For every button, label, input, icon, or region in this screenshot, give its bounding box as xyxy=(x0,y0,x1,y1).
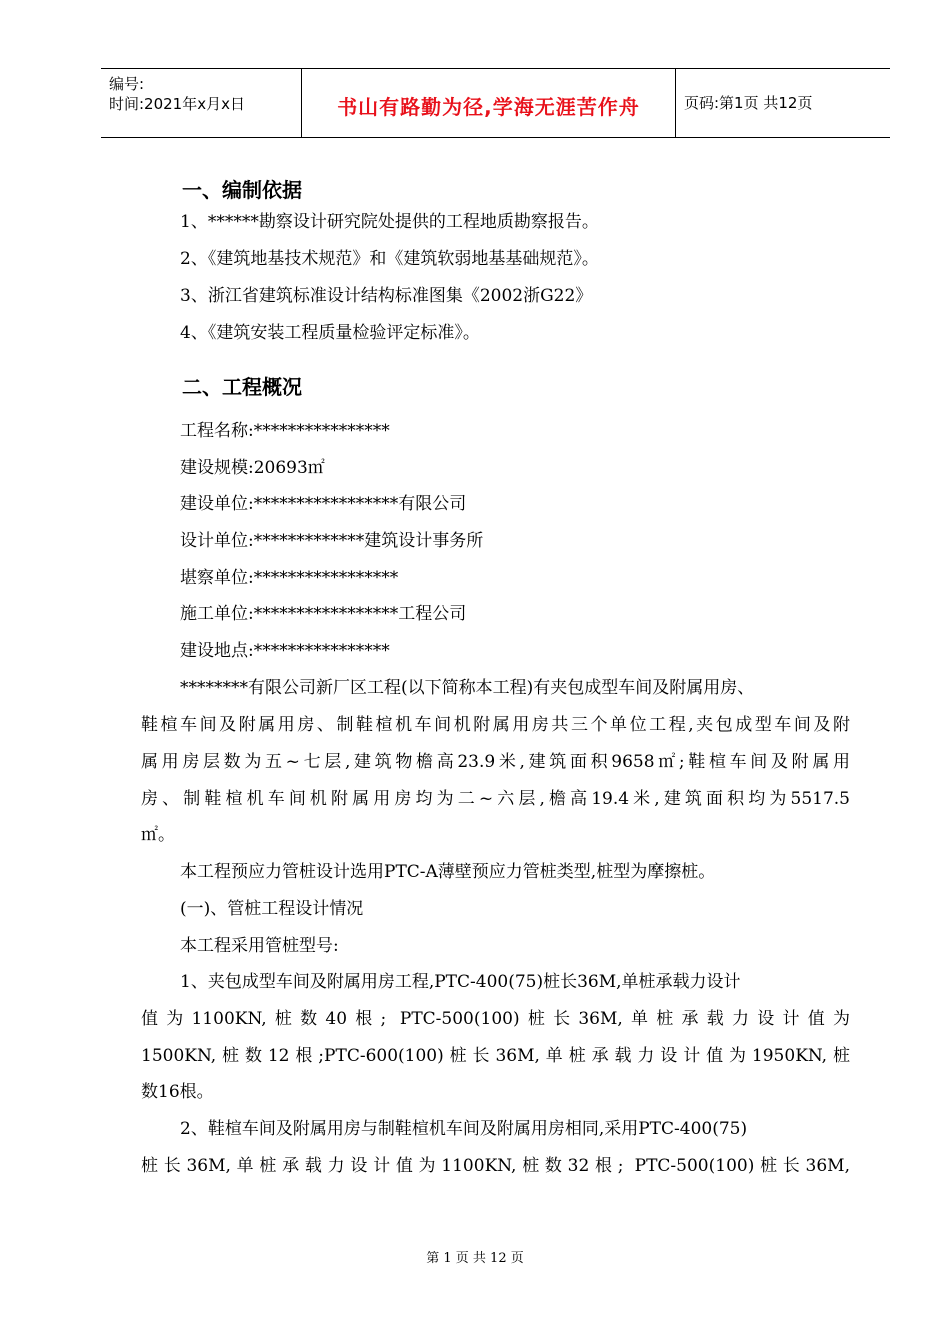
basis-item: 1、******勘察设计研究院处提供的工程地质勘察报告。 xyxy=(180,212,599,232)
project-field: 工程名称:**************** xyxy=(180,421,390,441)
page-footer: 第 1 页 共 12 页 xyxy=(426,1251,524,1266)
pile-item-line: 数16根。 xyxy=(141,1082,214,1102)
overview-line: ********有限公司新厂区工程(以下简称本工程)有夹包成型车间及附属用房、 xyxy=(180,678,755,698)
project-field: 施工单位:*****************工程公司 xyxy=(180,604,467,624)
page-header xyxy=(101,68,890,138)
basis-item: 4、《建筑安装工程质量检验评定标准》。 xyxy=(180,323,480,343)
project-field: 设计单位:*************建筑设计事务所 xyxy=(180,531,484,551)
project-field: 堪察单位:***************** xyxy=(180,568,399,588)
pile-item-line: 1、夹包成型车间及附属用房工程,PTC-400(75)桩长36M,单桩承载力设计 xyxy=(180,972,741,992)
overview-line: 房、制鞋楦机车间机附属用房均为二~六层,檐高19.4米,建筑面积均为5517.5 xyxy=(141,789,850,809)
time-label: 时间:2021年x月x日 xyxy=(109,95,245,113)
section2-title: 二、工程概况 xyxy=(182,375,302,399)
pile-type-paragraph: 本工程预应力管桩设计选用PTC-A薄壁预应力管桩类型,桩型为摩擦桩。 xyxy=(180,862,716,882)
header-right-cell xyxy=(676,69,890,137)
pile-item-line: 桩长36M,单桩承载力设计值为1100KN,桩数32根; PTC-500(100)桩长36M, xyxy=(141,1156,850,1176)
overview-line: 鞋楦车间及附属用房、制鞋楦机车间机附属用房共三个单位工程,夹包成型车间及附 xyxy=(141,715,850,735)
basis-item: 3、浙江省建筑标准设计结构标准图集《2002浙G22》 xyxy=(180,286,593,306)
project-field: 建设单位:*****************有限公司 xyxy=(180,494,467,514)
header-left-cell xyxy=(101,69,302,137)
pile-item-line: 1500KN,桩数12根;PTC-600(100)桩长36M,单桩承载力设计值为1950KN,桩 xyxy=(141,1046,850,1066)
basis-item: 2、《建筑地基技术规范》和《建筑软弱地基基础规范》。 xyxy=(180,249,599,269)
code-label: 编号: xyxy=(109,75,145,93)
section1-title: 一、编制依据 xyxy=(182,178,302,202)
pile-model-intro: 本工程采用管桩型号: xyxy=(180,936,339,956)
page-code: 页码:第1页 共12页 xyxy=(684,94,813,112)
overview-line: ㎡。 xyxy=(141,825,175,845)
overview-line: 属用房层数为五~七层,建筑物檐高23.9米,建筑面积9658㎡;鞋楦车间及附属用 xyxy=(141,752,850,772)
header-motto-cell xyxy=(302,69,676,137)
project-field: 建设地点:**************** xyxy=(180,641,390,661)
pile-item-line: 值为1100KN,桩数40根; PTC-500(100)桩长36M,单桩承载力设计值为 xyxy=(141,1009,850,1029)
motto: 书山有路勤为径,学海无涯苦作舟 xyxy=(337,95,640,119)
pile-item-line: 2、鞋楦车间及附属用房与制鞋楦机车间及附属用房相同,采用PTC-400(75) xyxy=(180,1119,748,1139)
subsection-title: (一)、管桩工程设计情况 xyxy=(180,899,364,919)
project-field: 建设规模:20693㎡ xyxy=(180,458,325,478)
